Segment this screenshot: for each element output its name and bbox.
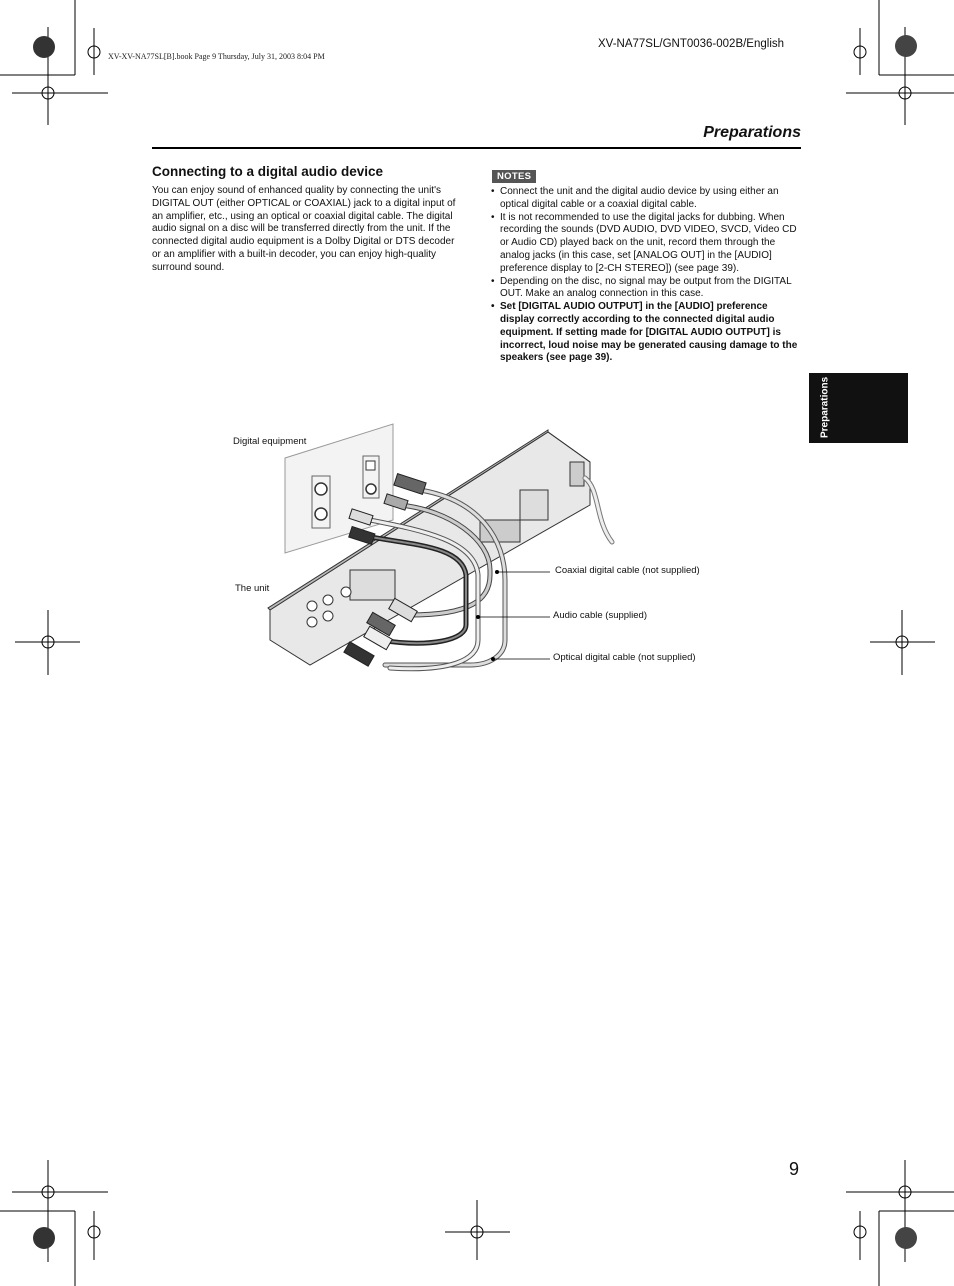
note-item-warning bbox=[490, 301, 802, 365]
model-code: XV-NA77SL/GNT0036-002B/English bbox=[598, 38, 785, 50]
page-number: 9 bbox=[789, 1159, 800, 1179]
note-text: Connect the unit and the digital audio device by using either an optical digital cable or a coaxial digital cable. bbox=[500, 186, 779, 210]
side-tab-label: Preparations bbox=[819, 376, 831, 438]
label-digital-equipment: Digital equipment bbox=[233, 436, 307, 447]
bullet: • bbox=[491, 186, 495, 197]
label-coaxial-cable: Coaxial digital cable (not supplied) bbox=[555, 565, 700, 576]
header-rule bbox=[152, 147, 801, 149]
label-the-unit: The unit bbox=[235, 583, 270, 594]
note-item bbox=[490, 276, 802, 302]
note-item bbox=[490, 212, 802, 276]
label-audio-cable: Audio cable (supplied) bbox=[553, 610, 648, 621]
section-title: Preparations bbox=[703, 124, 801, 141]
note-text: It is not recommended to use the digital jacks for dubbing. When recording the sounds (DVD AUDIO, DVD VIDEO, SVCD, Video CD or Audio CD) played back on the unit, record them through the analog jacks (in this case, set [ANALOG OUT] in the [AUDIO] preference display to [2-CH STEREO]) (see page 39). bbox=[500, 211, 797, 274]
notes-badge: NOTES bbox=[492, 170, 536, 183]
note-item bbox=[490, 186, 802, 212]
note-text: Set [DIGITAL AUDIO OUTPUT] in the [AUDIO] preference display correctly according to the connected digital audio equipment. If setting made for [DIGITAL AUDIO OUTPUT] is incorrect, loud noise may be generated causing damage to the speakers (see page 39). bbox=[500, 301, 798, 364]
bullet: • bbox=[491, 211, 495, 223]
body-paragraph: You can enjoy sound of enhanced quality by connecting the unit's DIGITAL OUT (either OPTICAL or COAXIAL) jack to a digital input of an amplifier, etc., using an optical or coaxial digital cable. The digital audio signal on a disc will be transferred directly from the unit. If the connected digital audio equipment is a Dolby Digital or DTS decoder or an amplifier with a built-in decoder, you can enjoy high-quality surround sound. bbox=[152, 185, 456, 273]
note-text: Depending on the disc, no signal may be output from the DIGITAL OUT. Make an analog connection in this case. bbox=[500, 275, 792, 300]
bullet: • bbox=[491, 301, 495, 313]
side-tab bbox=[809, 373, 908, 443]
bullet: • bbox=[491, 275, 495, 287]
section-heading: Connecting to a digital audio device bbox=[152, 164, 384, 179]
section-body bbox=[152, 185, 464, 275]
notes-list bbox=[490, 186, 802, 365]
book-file-line: XV-XV-NA77SL[B].book Page 9 Thursday, July 31, 2003 8:04 PM bbox=[108, 52, 325, 61]
label-optical-cable: Optical digital cable (not supplied) bbox=[553, 652, 696, 663]
